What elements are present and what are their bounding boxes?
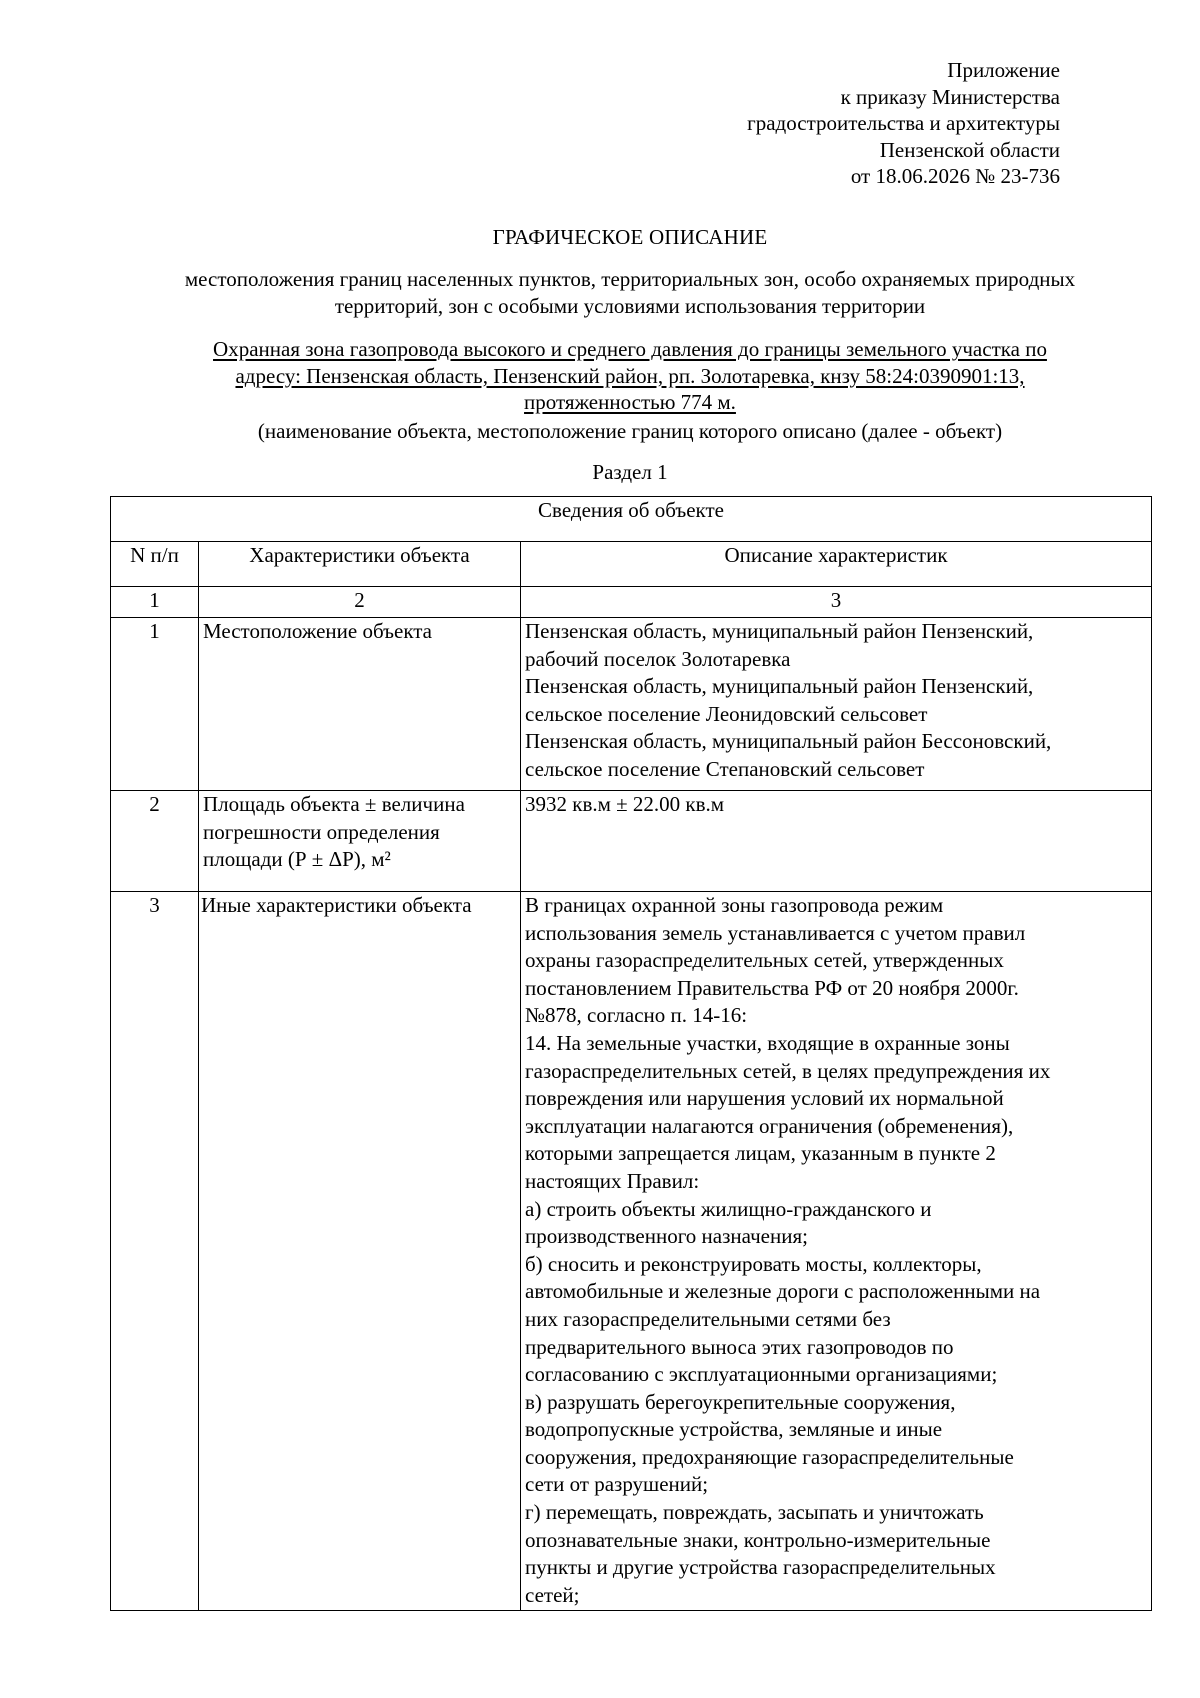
object-caption: (наименование объекта, местоположение границ которого описано (далее - объект)	[257, 419, 1003, 443]
object-name-line: адресу: Пензенская область, Пензенский район, рп. Золотаревка, кнзу 58:24:0390901:13,	[235, 363, 1025, 388]
description-line: опознавательные знаки, контрольно-измерительные	[525, 1527, 991, 1552]
header-cell-num: N п/п	[111, 542, 199, 587]
appendix-line: Пензенской области	[879, 137, 1060, 162]
document-title: ГРАФИЧЕСКОЕ ОПИСАНИЕ	[492, 225, 768, 249]
object-name-line: протяженностью 774 м.	[524, 390, 736, 414]
row-characteristic	[199, 618, 521, 791]
description-line: газораспределительных сетей, в целях предупреждения их	[525, 1058, 1051, 1083]
description-line: использования земель устанавливается с учетом правил	[525, 920, 1026, 945]
row-number: 1	[111, 618, 199, 791]
description-line: повреждения или нарушения условий их нормальной	[525, 1086, 1004, 1111]
description-line: Пензенская область, муниципальный район Бессоновский,	[525, 729, 1052, 754]
description-line: В границах охранной зоны газопровода режим	[525, 893, 944, 917]
description-line: 14. На земельные участки, входящие в охранные зоны	[525, 1030, 1010, 1055]
appendix-block	[460, 57, 1060, 190]
description-line: которыми запрещается лицам, указанным в пункте 2	[525, 1141, 996, 1166]
row-description	[521, 892, 1152, 1611]
description-line: а) строить объекты жилищно-гражданского и	[525, 1196, 932, 1221]
characteristic-line: площади (Р ± ΔР), м²	[203, 847, 391, 872]
table-row	[111, 618, 1152, 791]
description-line: №878, согласно п. 14-16:	[525, 1003, 748, 1028]
appendix-line: от 18.06.2026 № 23-736	[850, 164, 1060, 188]
table-row	[111, 892, 1152, 1611]
description-line: предварительного выноса этих газопроводов по	[525, 1334, 954, 1359]
description-line: рабочий поселок Золотаревка	[525, 646, 791, 671]
description-line: настоящих Правил:	[525, 1168, 700, 1193]
description-line: автомобильные и железные дороги с расположенными на	[525, 1279, 1041, 1304]
index-cell: 2	[199, 587, 521, 618]
table-caption: Сведения об объекте	[111, 497, 1152, 542]
description-line: пункты и другие устройства газораспределительных	[525, 1555, 996, 1580]
row-description	[521, 618, 1152, 791]
section-label: Раздел 1	[592, 460, 668, 484]
row-description	[521, 791, 1152, 892]
description-line: эксплуатации налагаются ограничения (обременения),	[525, 1113, 1014, 1138]
description-line: сети от разрушений;	[525, 1472, 709, 1497]
description-line: 3932 кв.м ± 22.00 кв.м	[525, 792, 725, 816]
description-line: сельское поселение Леонидовский сельсовет	[525, 701, 928, 726]
row-characteristic	[199, 791, 521, 892]
description-line: постановлением Правительства РФ от 20 ноября 2000г.	[525, 975, 1019, 1000]
subtitle-line: территорий, зон с особыми условиями использования территории	[334, 294, 926, 318]
description-line: них газораспределительными сетями без	[525, 1306, 891, 1331]
description-line: сооружения, предохраняющие газораспределительные	[525, 1444, 1014, 1469]
header-cell-characteristic: Характеристики объекта	[199, 542, 521, 587]
characteristic-line: Площадь объекта ± величина	[203, 792, 465, 816]
row-characteristic	[199, 892, 521, 1611]
description-line: Пензенская область, муниципальный район Пензенский,	[525, 619, 1034, 643]
characteristic-line: погрешности определения	[203, 819, 440, 844]
index-cell: 1	[111, 587, 199, 618]
table-row	[111, 791, 1152, 892]
index-cell: 3	[521, 587, 1152, 618]
object-name-line: Охранная зона газопровода высокого и среднего давления до границы земельного участка по	[213, 337, 1047, 361]
object-info-table	[110, 496, 1152, 1611]
appendix-line: градостроительства и архитектуры	[747, 111, 1060, 135]
description-line: Пензенская область, муниципальный район Пензенский,	[525, 674, 1034, 699]
description-line: охраны газораспределительных сетей, утвержденных	[525, 948, 1004, 973]
subtitle-line: местоположения границ населенных пунктов, территориальных зон, особо охраняемых природных	[184, 267, 1076, 291]
table-index-row	[111, 587, 1152, 618]
table-caption-row	[111, 497, 1152, 542]
description-line: водопропускные устройства, земляные и иные	[525, 1417, 943, 1442]
description-line: сетей;	[525, 1582, 580, 1607]
description-line: б) сносить и реконструировать мосты, коллекторы,	[525, 1251, 982, 1276]
appendix-line: Приложение	[947, 58, 1060, 82]
document-subtitle	[110, 266, 1150, 320]
row-number: 2	[111, 791, 199, 892]
appendix-line: к приказу Министерства	[840, 84, 1060, 109]
description-line: производственного назначения;	[525, 1224, 808, 1249]
characteristic-line: Иные характеристики объекта	[201, 893, 472, 917]
description-line: г) перемещать, повреждать, засыпать и уничтожать	[525, 1500, 984, 1525]
object-name	[110, 336, 1150, 416]
row-number: 3	[111, 892, 199, 1611]
table-header-row	[111, 542, 1152, 587]
characteristic-line: Местоположение объекта	[203, 619, 433, 643]
description-line: в) разрушать берегоукрепительные сооружения,	[525, 1389, 956, 1414]
header-cell-description: Описание характеристик	[521, 542, 1152, 587]
description-line: сельское поселение Степановский сельсовет	[525, 756, 925, 781]
description-line: согласованию с эксплуатационными организациями;	[525, 1362, 998, 1387]
